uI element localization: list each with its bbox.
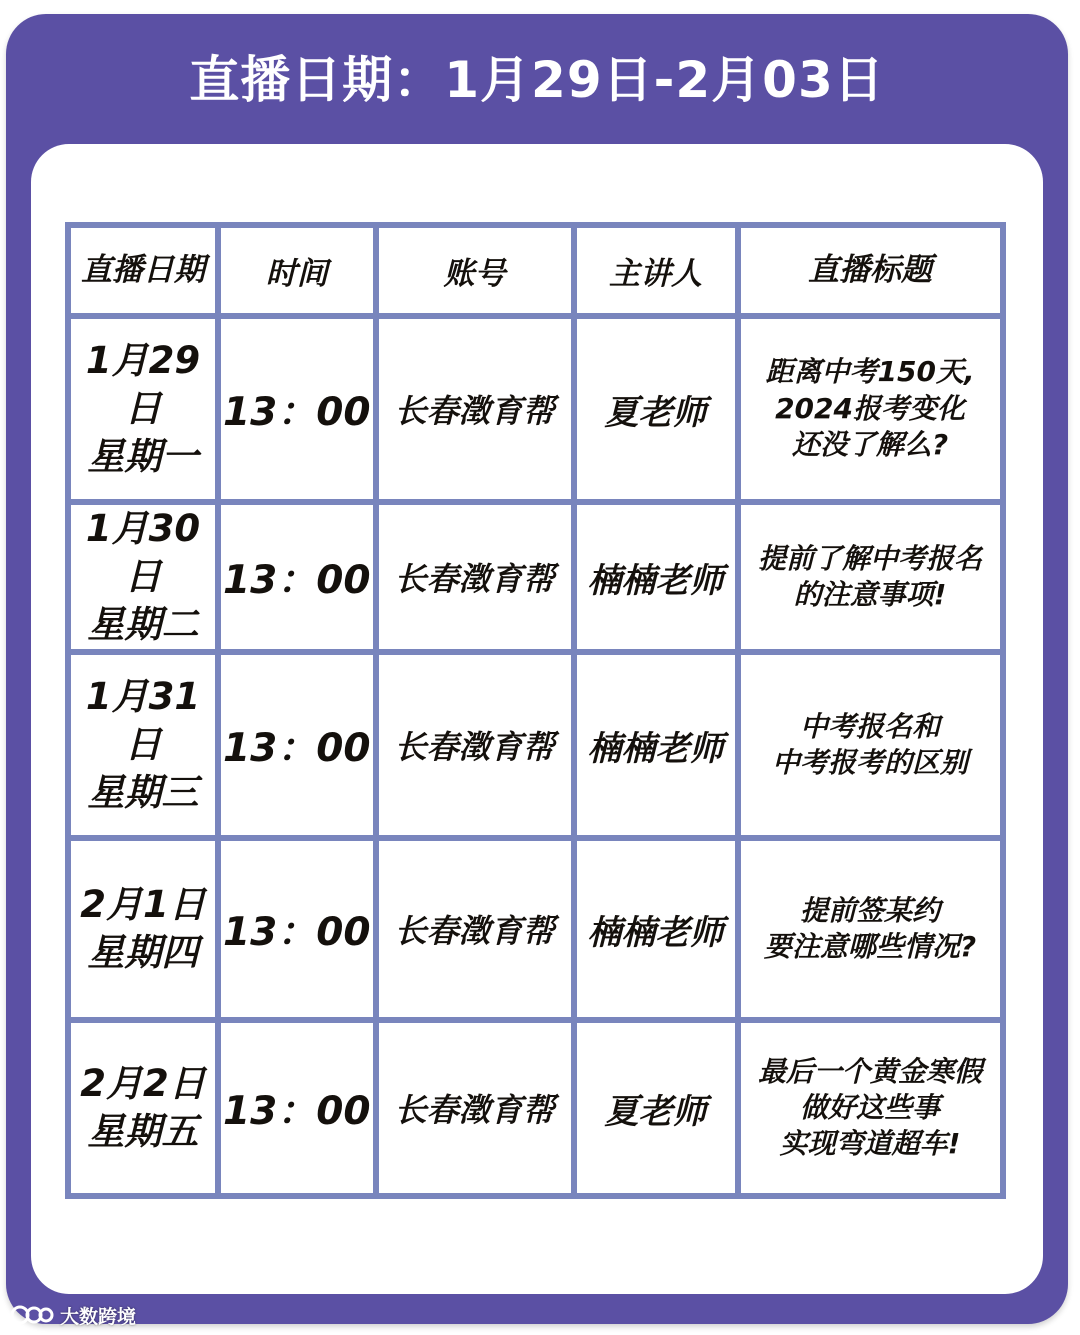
speaker-cell: 夏老师 — [574, 1020, 738, 1196]
topic-line: 提前了解中考报名 — [758, 541, 983, 575]
column-header-time: 时间 — [218, 225, 376, 316]
watermark-logo-icon — [10, 1303, 54, 1327]
weekday-text: 星期四 — [87, 931, 199, 975]
topic-line: 的注意事项! — [793, 578, 947, 612]
account-cell: 长春澂育帮 — [376, 838, 574, 1020]
topic-line: 中考报考的区别 — [772, 746, 969, 780]
account-cell: 长春澂育帮 — [376, 652, 574, 838]
date-text: 2月1日 — [80, 883, 206, 927]
speaker-cell: 楠楠老师 — [574, 838, 738, 1020]
column-header-account: 账号 — [376, 225, 574, 316]
topic-line: 做好这些事 — [800, 1091, 941, 1125]
table-row — [68, 1020, 1003, 1196]
weekday-text: 星期一 — [87, 435, 199, 479]
topic-cell — [738, 316, 1003, 502]
date-text: 1月31日 — [85, 675, 201, 767]
time-cell: 13：00 — [218, 316, 376, 502]
topic-cell — [738, 502, 1003, 652]
account-cell: 长春澂育帮 — [376, 316, 574, 502]
page-title: 直播日期：1月29日-2月03日 — [189, 51, 885, 109]
account-cell: 长春澂育帮 — [376, 502, 574, 652]
time-cell: 13：00 — [218, 502, 376, 652]
time-cell: 13：00 — [218, 838, 376, 1020]
topic-line: 要注意哪些情况? — [763, 930, 977, 964]
time-cell: 13：00 — [218, 652, 376, 838]
table-header-row — [68, 225, 1003, 316]
topic-line: 中考报名和 — [800, 709, 941, 743]
topic-line: 实现弯道超车! — [779, 1127, 961, 1161]
speaker-cell: 楠楠老师 — [574, 502, 738, 652]
date-cell — [68, 652, 218, 838]
date-cell — [68, 502, 218, 652]
watermark-text: 大数跨境 — [60, 1305, 137, 1328]
date-text: 1月29日 — [85, 338, 201, 430]
weekday-text: 星期二 — [87, 603, 199, 647]
topic-cell — [738, 1020, 1003, 1196]
date-cell — [68, 838, 218, 1020]
table-row — [68, 838, 1003, 1020]
topic-cell — [738, 652, 1003, 838]
date-cell — [68, 316, 218, 502]
schedule-table — [65, 222, 1006, 1199]
speaker-cell: 楠楠老师 — [574, 652, 738, 838]
weekday-text: 星期三 — [87, 771, 199, 815]
topic-line: 提前签某约 — [800, 893, 941, 927]
column-header-speaker: 主讲人 — [574, 225, 738, 316]
table-row — [68, 316, 1003, 502]
date-text: 1月30日 — [85, 507, 201, 599]
time-cell: 13：00 — [218, 1020, 376, 1196]
topic-line: 还没了解么? — [791, 428, 949, 462]
topic-line: 2024报考变化 — [775, 391, 966, 425]
speaker-cell: 夏老师 — [574, 316, 738, 502]
table-row — [68, 652, 1003, 838]
column-header-topic: 直播标题 — [738, 225, 1003, 316]
date-cell — [68, 1020, 218, 1196]
date-text: 2月2日 — [80, 1062, 206, 1106]
column-header-date: 直播日期 — [68, 225, 218, 316]
topic-line: 最后一个黄金寒假 — [758, 1054, 983, 1088]
watermark — [10, 1300, 136, 1330]
weekday-text: 星期五 — [87, 1110, 199, 1154]
topic-line: 距离中考150天, — [765, 355, 975, 389]
topic-cell — [738, 838, 1003, 1020]
account-cell: 长春澂育帮 — [376, 1020, 574, 1196]
table-row — [68, 502, 1003, 652]
